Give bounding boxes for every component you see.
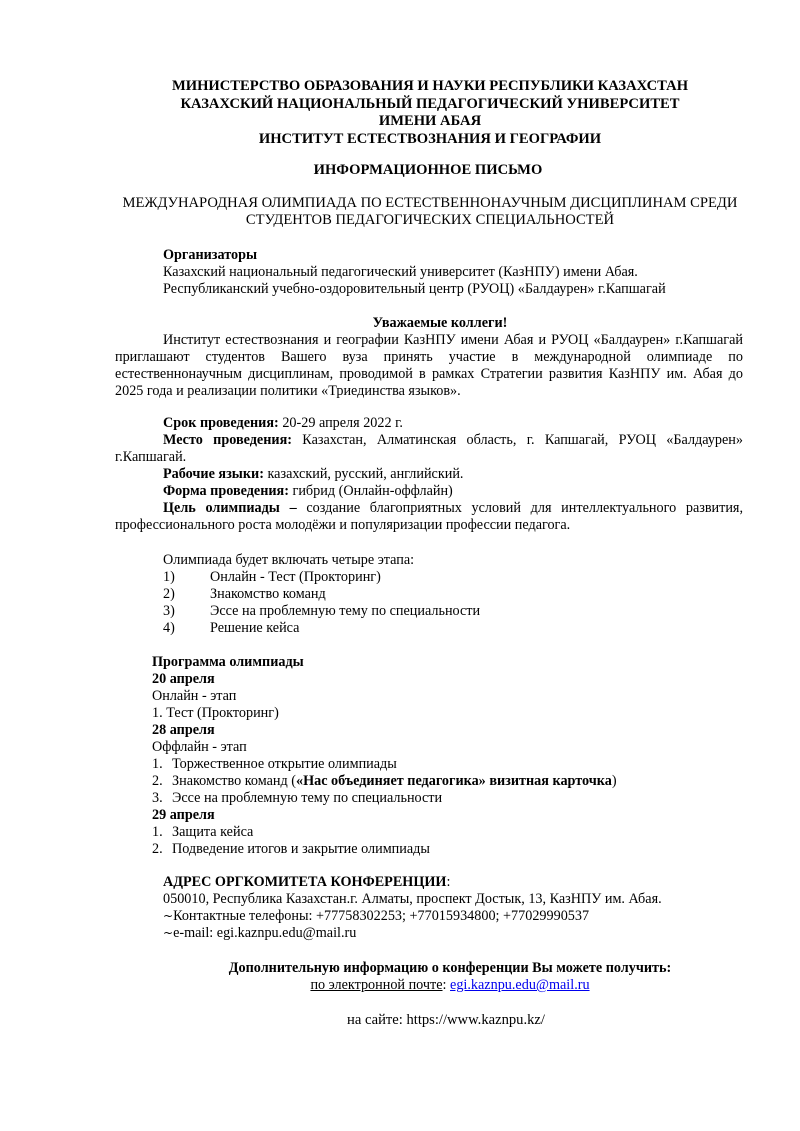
- phones-row: [163, 908, 743, 925]
- place-row: [115, 432, 743, 466]
- program-item: [152, 756, 732, 773]
- greeting: Уважаемые коллеги!: [372, 315, 508, 331]
- program-item: [152, 773, 732, 790]
- address-colon: :: [446, 874, 451, 890]
- list-number: 3): [163, 603, 175, 619]
- document-header: [0, 78, 800, 148]
- institute-line: ИНСТИТУТ ЕСТЕСТВОЗНАНИЯ И ГЕОГРАФИИ: [258, 130, 602, 147]
- list-text: Знакомство команд: [210, 586, 326, 602]
- more-info-section: [50, 960, 800, 994]
- intro-paragraph: Институт естествознания и географии КазНПУ имени Абая и РУОЦ «Балдаурен» г.Капшагай приглашают студентов Вашего вуза принять участие в международной олимпиаде по естественнонаучным дисциплинам, проводимой в рамках Стратегии развития КазНПУ им. Абая до 2025 года и реализации политики «Триединства языков».: [115, 332, 743, 399]
- program-heading: Программа олимпиады: [152, 654, 304, 670]
- list-text: Подведение итогов и закрытие олимпиады: [172, 841, 430, 857]
- list-number: 2): [163, 586, 175, 602]
- program-item: 1. Тест (Прокторинг): [152, 705, 279, 721]
- format-label: Форма проведения:: [163, 483, 289, 499]
- list-text: Торжественное открытие олимпиады: [172, 756, 397, 772]
- list-item: [163, 620, 723, 637]
- stages-section: [163, 552, 723, 637]
- list-text: Решение кейса: [210, 620, 300, 636]
- address-heading-row: [163, 874, 743, 891]
- list-text: Эссе на проблемную тему по специальности: [172, 790, 443, 806]
- website-line: на сайте: https://www.kaznpu.kz/: [347, 1012, 545, 1028]
- list-number: 3.: [152, 790, 163, 806]
- email-link[interactable]: egi.kaznpu.edu@mail.ru: [450, 977, 590, 993]
- organizers-section: [163, 247, 723, 298]
- email-row: [163, 925, 743, 942]
- university-line: КАЗАХСКИЙ НАЦИОНАЛЬНЫЙ ПЕДАГОГИЧЕСКИЙ УНИВЕРСИТЕТ: [180, 95, 680, 112]
- address-line: 050010, Республика Казахстан.г. Алматы, проспект Достык, 13, КазНПУ им. Абая.: [163, 891, 662, 907]
- email-label: по электронной почте: [310, 977, 443, 993]
- program-date: 29 апреля: [152, 807, 215, 823]
- list-text: Защита кейса: [172, 824, 254, 840]
- languages-row: [115, 466, 743, 483]
- item-text-post: ): [611, 773, 617, 789]
- format-value: гибрид (Онлайн-оффлайн): [288, 483, 453, 499]
- details-section: [115, 415, 743, 534]
- goal-value: создание благоприятных условий для интеллектуального развития, профессионального роста молодёжи и популяризации профессии педагога.: [115, 500, 744, 533]
- dates-row: [115, 415, 743, 432]
- program-mode: Онлайн - этап: [152, 688, 237, 704]
- list-number: 2.: [152, 841, 163, 857]
- list-item: [163, 569, 723, 586]
- email-separator: :: [442, 977, 451, 993]
- list-number: 1.: [152, 824, 163, 840]
- list-number: 2.: [152, 773, 163, 789]
- list-text: [172, 773, 617, 790]
- address-heading: АДРЕС ОРГКОМИТЕТА КОНФЕРЕНЦИИ: [163, 874, 447, 890]
- program-section: [152, 654, 732, 858]
- goal-row: [115, 500, 743, 534]
- more-info-heading: Дополнительную информацию о конференции Вы можете получить:: [228, 960, 672, 976]
- program-mode: Оффлайн - этап: [152, 739, 247, 755]
- olympiad-title: МЕЖДУНАРОДНАЯ ОЛИМПИАДА ПО ЕСТЕСТВЕННОНАУЧНЫМ ДИСЦИПЛИНАМ СРЕДИ СТУДЕНТОВ ПЕДАГОГИЧЕСКИХ СПЕЦИАЛЬНОСТЕЙ: [122, 195, 738, 228]
- letter-title: ИНФОРМАЦИОННОЕ ПИСЬМО: [313, 162, 543, 178]
- item-text-bold: «Нас объединяет педагогика» визитная карточка: [295, 773, 612, 789]
- program-item: [152, 841, 732, 858]
- list-number: 1.: [152, 756, 163, 772]
- list-item: [163, 586, 723, 603]
- address-section: [163, 874, 743, 942]
- dates-label: Срок проведения:: [163, 415, 279, 431]
- languages-label: Рабочие языки:: [163, 466, 264, 482]
- tilde-icon: ~: [163, 926, 174, 940]
- goal-label: Цель олимпиады –: [163, 500, 297, 516]
- organizer-item: Казахский национальный педагогический университет (КазНПУ) имени Абая.: [163, 264, 638, 280]
- phones-text: Контактные телефоны: +77758302253; +77015934800; +77029990537: [173, 908, 590, 924]
- program-date: 28 апреля: [152, 722, 215, 738]
- university-name-line: ИМЕНИ АБАЯ: [378, 113, 482, 129]
- ministry-line: МИНИСТЕРСТВО ОБРАЗОВАНИЯ И НАУКИ РЕСПУБЛИКИ КАЗАХСТАН: [171, 78, 689, 94]
- program-item: [152, 824, 732, 841]
- list-text: Эссе на проблемную тему по специальности: [210, 603, 481, 619]
- list-number: 4): [163, 620, 175, 636]
- email-text: e-mail: egi.kaznpu.edu@mail.ru: [173, 925, 357, 941]
- program-date: 20 апреля: [152, 671, 215, 687]
- dates-value: 20-29 апреля 2022 г.: [278, 415, 403, 431]
- email-contact-row: [50, 977, 800, 994]
- place-value: Казахстан, Алматинская область, г. Капшагай, РУОЦ «Балдаурен» г.Капшагай.: [115, 432, 743, 465]
- item-text-pre: Знакомство команд (: [172, 773, 296, 789]
- organizers-heading: Организаторы: [163, 247, 258, 263]
- list-item: [163, 603, 723, 620]
- format-row: [115, 483, 743, 500]
- tilde-icon: ~: [163, 909, 174, 923]
- program-item: [152, 790, 732, 807]
- place-label: Место проведения:: [163, 432, 292, 448]
- organizer-item: Республиканский учебно-оздоровительный центр (РУОЦ) «Балдаурен» г.Капшагай: [163, 281, 666, 297]
- list-text: Онлайн - Тест (Прокторинг): [210, 569, 381, 585]
- languages-value: казахский, русский, английский.: [263, 466, 464, 482]
- stages-intro: Олимпиада будет включать четыре этапа:: [163, 552, 415, 568]
- list-number: 1): [163, 569, 175, 585]
